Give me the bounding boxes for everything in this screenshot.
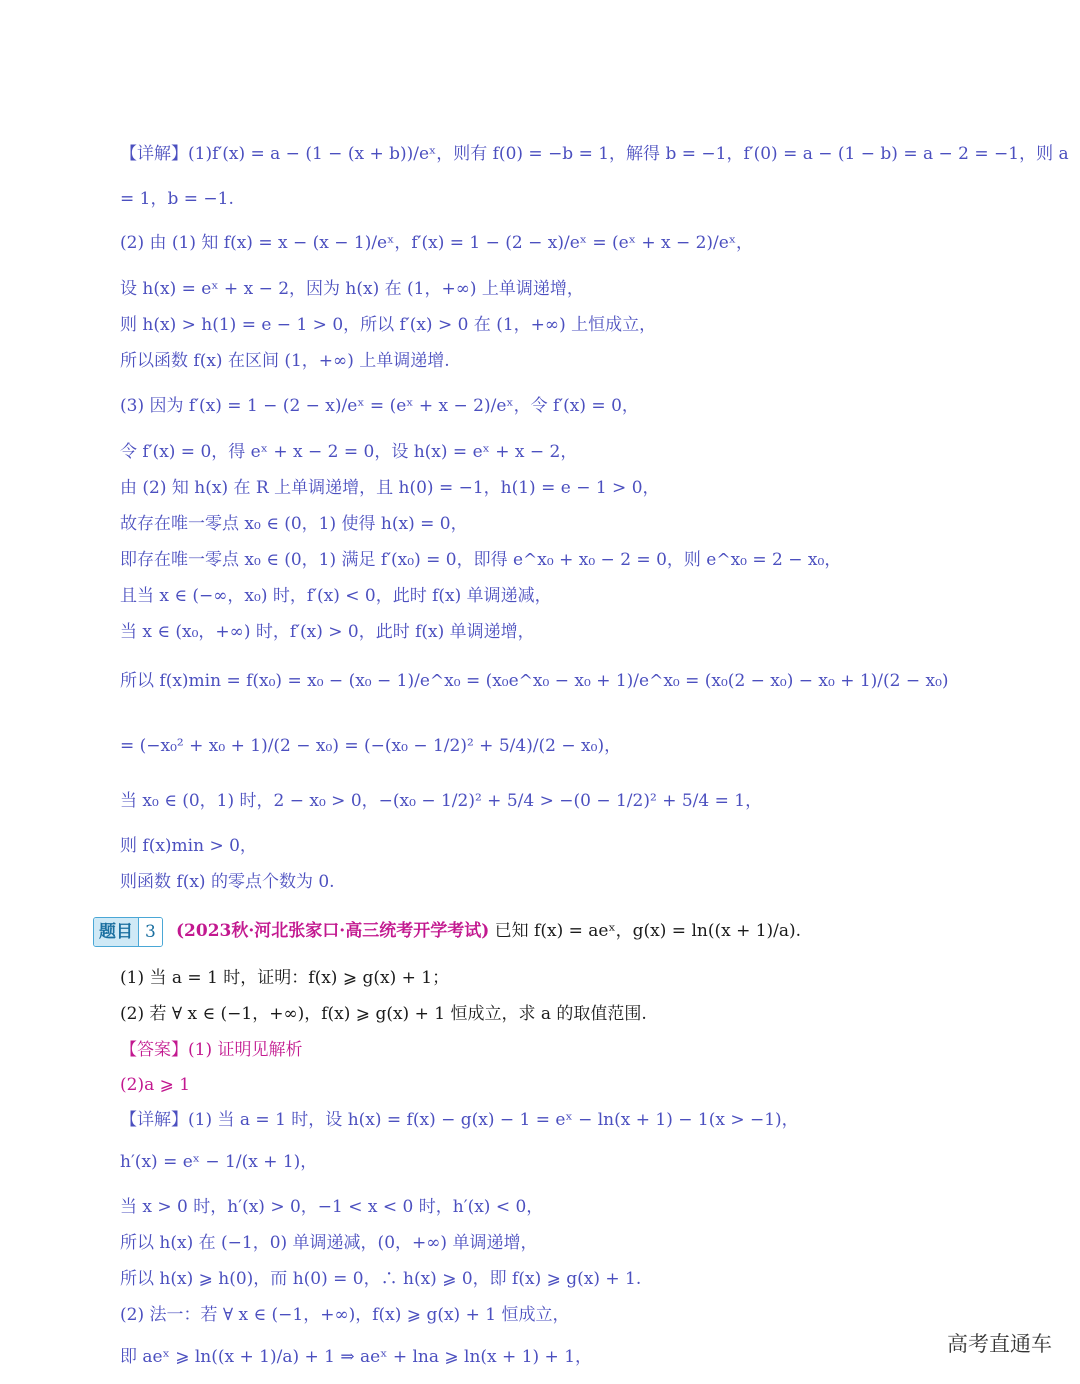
solution-line: 当 x ∈ (x₀，+∞) 时，f′(x) > 0，此时 f(x) 单调递增， xyxy=(120,622,535,642)
solution-line: 由 (2) 知 h(x) 在 R 上单调递增，且 h(0) = −1，h(1) = e − 1 > 0， xyxy=(120,478,660,498)
solution-line: 所以函数 f(x) 在区间 (1，+∞) 上单调递增. xyxy=(120,351,450,371)
solution-line: 当 x₀ ∈ (0，1) 时，2 − x₀ > 0，−(x₀ − 1/2)² + 5/4 > −(0 − 1/2)² + 5/4 = 1， xyxy=(120,791,763,811)
solution-line: 即 aeˣ ⩾ ln((x + 1)/a) + 1 ⇒ aeˣ + lna ⩾ ln(x + 1) + 1， xyxy=(120,1347,593,1367)
solution-line: 当 x > 0 时，h′(x) > 0，−1 < x < 0 时，h′(x) < 0， xyxy=(120,1197,544,1217)
solution-line: 即存在唯一零点 x₀ ∈ (0，1) 满足 f′(x₀) = 0，即得 e^x₀ + x₀ − 2 = 0，则 e^x₀ = 2 − x₀， xyxy=(120,550,842,570)
solution-line: = (−x₀² + x₀ + 1)/(2 − x₀) = (−(x₀ − 1/2)² + 5/4)/(2 − x₀)， xyxy=(120,736,622,756)
answer-line: (2)a ⩾ 1 xyxy=(120,1075,191,1095)
solution-line: 设 h(x) = eˣ + x − 2，因为 h(x) 在 (1，+∞) 上单调递增， xyxy=(120,279,584,299)
solution-line: h′(x) = eˣ − 1/(x + 1)， xyxy=(120,1152,318,1172)
question-source: (2023秋·河北张家口·高三统考开学考试) xyxy=(176,921,490,941)
solution-line: 且当 x ∈ (−∞，x₀) 时，f′(x) < 0，此时 f(x) 单调递减， xyxy=(120,586,552,606)
solution-line: 所以 f(x)min = f(x₀) = x₀ − (x₀ − 1)/e^x₀ = (x₀e^x₀ − x₀ + 1)/e^x₀ = (x₀(2 − x₀) − x₀ + 1)/(2 − x₀) xyxy=(120,671,949,691)
solution-line: 所以 h(x) 在 (−1，0) 单调递减，(0，+∞) 单调递增， xyxy=(120,1233,538,1253)
solution-line: (2) 法一：若 ∀ x ∈ (−1，+∞)，f(x) ⩾ g(x) + 1 恒成立， xyxy=(120,1305,570,1325)
solution-line: 令 f′(x) = 0，得 eˣ + x − 2 = 0，设 h(x) = eˣ + x − 2， xyxy=(120,442,578,462)
watermark: 高考直通车 xyxy=(947,1333,1052,1356)
solution-line: (3) 因为 f′(x) = 1 − (2 − x)/eˣ = (eˣ + x − 2)/eˣ，令 f′(x) = 0， xyxy=(120,396,639,416)
solution-line: 则 f(x)min > 0， xyxy=(120,836,257,856)
question-part: (2) 若 ∀ x ∈ (−1，+∞)，f(x) ⩾ g(x) + 1 恒成立，求 a 的取值范围. xyxy=(120,1004,647,1024)
badge-number: 3 xyxy=(138,918,162,946)
solution-line: 则 h(x) > h(1) = e − 1 > 0，所以 f′(x) > 0 在 (1，+∞) 上恒成立， xyxy=(120,315,657,335)
solution-line: 则函数 f(x) 的零点个数为 0. xyxy=(120,872,335,892)
solution-line: (2) 由 (1) 知 f(x) = x − (x − 1)/eˣ，f′(x) = 1 − (2 − x)/eˣ = (eˣ + x − 2)/eˣ， xyxy=(120,233,754,253)
solution-line: 故存在唯一零点 x₀ ∈ (0，1) 使得 h(x) = 0， xyxy=(120,514,468,534)
question-header xyxy=(176,920,801,942)
question-stem: 已知 f(x) = aeˣ，g(x) = ln((x + 1)/a). xyxy=(494,921,802,941)
question-badge xyxy=(93,917,163,947)
solution-line: 所以 h(x) ⩾ h(0)，而 h(0) = 0，∴ h(x) ⩾ 0，即 f(x) ⩾ g(x) + 1. xyxy=(120,1269,642,1289)
solution-line: 【详解】(1)f′(x) = a − (1 − (x + b))/eˣ，则有 f(0) = −b = 1，解得 b = −1，f′(0) = a − (1 − b) = a − 2 = −1，则 a xyxy=(120,144,1069,164)
question-part: (1) 当 a = 1 时，证明：f(x) ⩾ g(x) + 1； xyxy=(120,968,450,988)
badge-label: 题目 xyxy=(94,918,138,946)
answer-line: 【答案】(1) 证明见解析 xyxy=(120,1040,303,1060)
solution-line: 【详解】(1) 当 a = 1 时，设 h(x) = f(x) − g(x) − 1 = eˣ − ln(x + 1) − 1(x > −1)， xyxy=(120,1110,799,1130)
solution-line: = 1，b = −1. xyxy=(120,189,234,209)
